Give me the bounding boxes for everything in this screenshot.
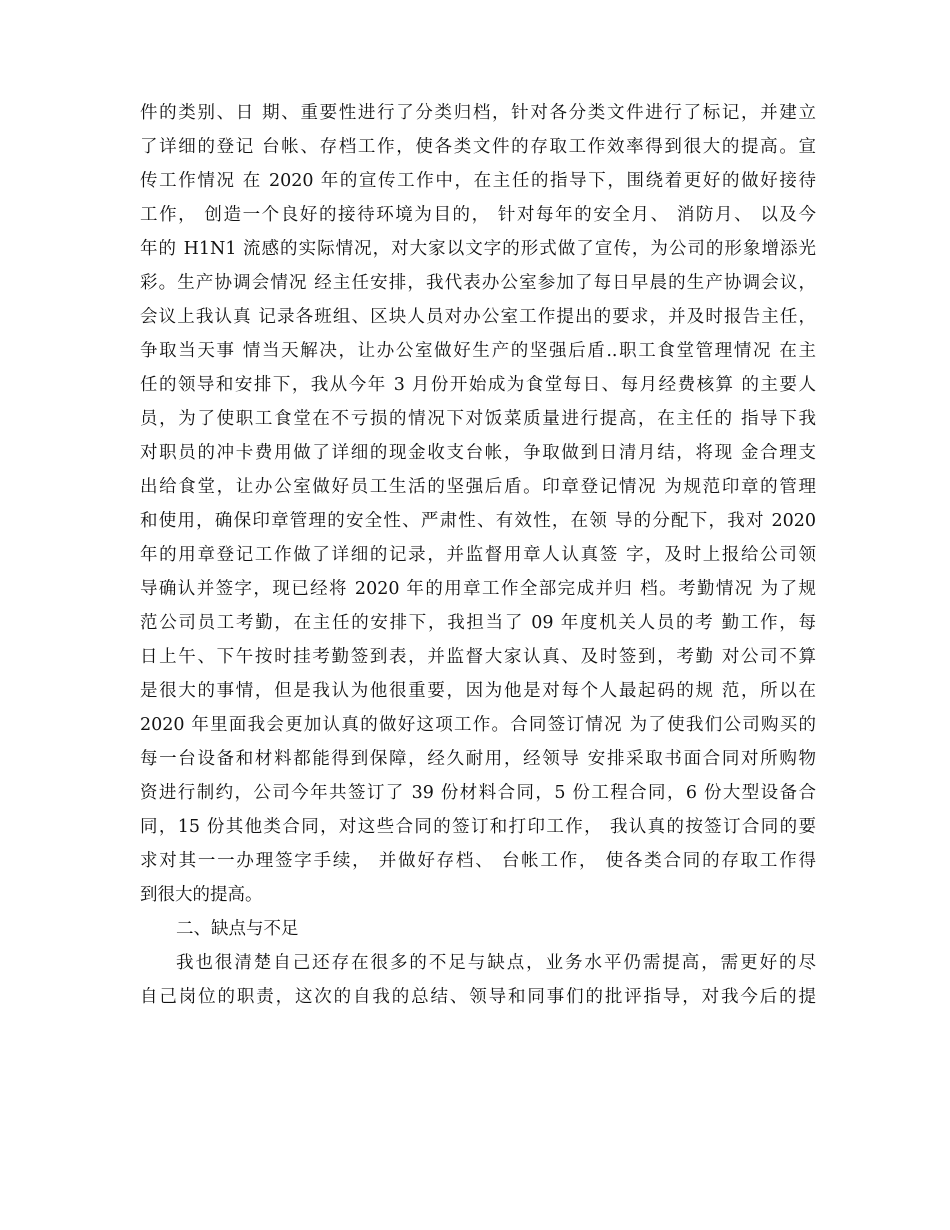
body-line-4: 工作， 创造一个良好的接待环境为目的， 针对每年的安全月、 消防月、 以及今 <box>140 205 816 225</box>
body-text <box>140 96 816 1014</box>
body-line-22: 同，15 份其他类合同，对这些合同的签订和打印工作， 我认真的按签订合同的要 <box>140 817 816 837</box>
body-line-9: 任的领导和安排下，我从今年 3 月份开始成为食堂每日、每月经费核算 的主要人 <box>140 375 816 395</box>
body-line-3: 传工作情况 在 2020 年的宣传工作中，在主任的指导下，围绕着更好的做好接待 <box>140 171 816 191</box>
section-heading: 二、缺点与不足 <box>176 919 299 939</box>
body-line-12: 出给食堂，让办公室做好员工生活的坚强后盾。印章登记情况 为规范印章的管理 <box>140 477 816 497</box>
body-line-13: 和使用，确保印章管理的安全性、严肃性、有效性，在领 导的分配下，我对 2020 <box>140 511 816 531</box>
body-line-17: 日上午、下午按时挂考勤签到表，并监督大家认真、及时签到，考勤 对公司不算 <box>140 647 816 667</box>
body-line-20: 每一台设备和材料都能得到保障，经久耐用，经领导 安排采取书面合同对所购物 <box>140 749 816 769</box>
body-line-24: 到很大的提高。 <box>140 885 263 905</box>
body-line-21: 资进行制约，公司今年共签订了 39 份材料合同，5 份工程合同，6 份大型设备合 <box>140 783 816 803</box>
body-line-8: 争取当天事 情当天解决，让办公室做好生产的坚强后盾..职工食堂管理情况 在主 <box>140 341 816 361</box>
body-line-23: 求对其一一办理签字手续， 并做好存档、 台帐工作， 使各类合同的存取工作得 <box>140 851 816 871</box>
body-line-14: 年的用章登记工作做了详细的记录，并监督用章人认真签 字，及时上报给公司领 <box>140 545 816 565</box>
body-line-11: 对职员的冲卡费用做了详细的现金收支台帐，争取做到日清月结，将现 金合理支 <box>140 443 816 463</box>
body-line-16: 范公司员工考勤，在主任的安排下，我担当了 09 年度机关人员的考 勤工作，每 <box>140 613 816 633</box>
body-line-10: 员，为了使职工食堂在不亏损的情况下对饭菜质量进行提高，在主任的 指导下我 <box>140 409 816 429</box>
body-line-2: 了详细的登记 台帐、存档工作，使各类文件的存取工作效率得到很大的提高。宣 <box>140 137 816 157</box>
body-line-7: 会议上我认真 记录各班组、区块人员对办公室工作提出的要求，并及时报告主任， <box>140 307 816 327</box>
closing-line-2: 自己岗位的职责，这次的自我的总结、领导和同事们的批评指导，对我今后的提 <box>140 987 816 1007</box>
body-line-19: 2020 年里面我会更加认真的做好这项工作。合同签订情况 为了使我们公司购买的 <box>140 715 816 735</box>
closing-line-1: 我也很清楚自己还存在很多的不足与缺点，业务水平仍需提高，需更好的尽 <box>176 953 816 973</box>
body-line-18: 是很大的事情，但是我认为他很重要，因为他是对每个人最起码的规 范，所以在 <box>140 681 816 701</box>
body-line-1: 件的类别、日 期、重要性进行了分类归档，针对各分类文件进行了标记，并建立 <box>140 103 816 123</box>
body-line-5: 年的 H1N1 流感的实际情况，对大家以文字的形式做了宣传，为公司的形象增添光 <box>140 239 816 259</box>
body-line-15: 导确认并签字，现已经将 2020 年的用章工作全部完成并归 档。考勤情况 为了规 <box>140 579 816 599</box>
body-line-6: 彩。生产协调会情况 经主任安排，我代表办公室参加了每日早晨的生产协调会议， <box>140 273 816 293</box>
